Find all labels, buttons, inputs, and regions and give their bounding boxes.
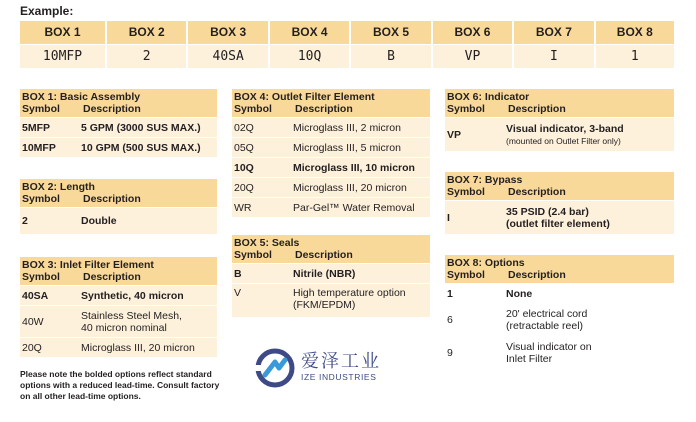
option-desc-line2: (outlet filter element) <box>506 217 610 230</box>
panel-header <box>232 235 430 263</box>
option-symbol: 5MFP <box>22 121 51 134</box>
option-row <box>232 283 430 317</box>
box-header-row <box>20 21 674 44</box>
option-desc-line2: (FKM/EPDM) <box>293 299 356 311</box>
box-value: VP <box>432 44 513 68</box>
option-row <box>445 283 674 303</box>
panel-title: BOX 7: Bypass <box>447 174 523 186</box>
col-symbol: Symbol <box>234 249 272 261</box>
option-symbol: 10MFP <box>22 141 56 154</box>
option-symbol: V <box>234 287 242 299</box>
example-box-table <box>20 21 674 68</box>
box-header: BOX 2 <box>106 21 187 44</box>
box-value: 10Q <box>269 44 350 68</box>
col-description: Description <box>83 193 141 205</box>
panel-title: BOX 6: Indicator <box>447 91 530 103</box>
option-symbol: B <box>234 267 242 280</box>
panel-header <box>20 179 217 207</box>
option-row <box>232 157 430 177</box>
box-value: I <box>513 44 594 68</box>
option-symbol: 20Q <box>234 181 254 194</box>
col-description: Description <box>508 269 566 281</box>
ize-logo <box>255 346 385 396</box>
panel-title: BOX 3: Inlet Filter Element <box>22 259 154 271</box>
option-desc-line2: 40 micron nominal <box>81 321 167 334</box>
option-desc: Microglass III, 20 micron <box>293 181 407 194</box>
option-symbol: 1 <box>447 287 453 300</box>
box-value: 10MFP <box>20 44 106 68</box>
logo-english-name: IZE INDUSTRIES <box>301 372 377 382</box>
option-symbol: 20Q <box>22 341 42 354</box>
box-value: 1 <box>595 44 674 68</box>
panel-title: BOX 2: Length <box>22 181 95 193</box>
option-row <box>20 305 217 337</box>
option-desc <box>506 206 674 230</box>
col-symbol: Symbol <box>22 103 60 115</box>
box1-panel <box>20 89 217 157</box>
option-row <box>20 137 217 157</box>
col-symbol: Symbol <box>447 269 485 281</box>
option-symbol: 05Q <box>234 141 254 154</box>
box-value-row <box>20 44 674 68</box>
option-desc-line1: 20' electrical cord <box>506 308 588 320</box>
col-symbol: Symbol <box>22 271 60 283</box>
box2-panel <box>20 179 217 234</box>
box-header: BOX 4 <box>269 21 350 44</box>
option-desc-line2: Inlet Filter <box>506 353 553 365</box>
option-row <box>20 285 217 305</box>
option-desc: Par-Gel™ Water Removal <box>293 201 415 214</box>
box-value: 2 <box>106 44 187 68</box>
ize-logo-icon <box>255 348 295 388</box>
option-row <box>20 117 217 137</box>
option-desc-line1: High temperature option <box>293 287 406 299</box>
panel-title: BOX 1: Basic Assembly <box>22 91 141 103</box>
option-symbol: 2 <box>22 215 28 227</box>
col-description: Description <box>508 103 566 115</box>
box8-panel <box>445 255 674 369</box>
option-desc: Microglass III, 2 micron <box>293 121 401 134</box>
box-value: 40SA <box>187 44 268 68</box>
option-desc <box>506 341 674 365</box>
option-symbol: 10Q <box>234 161 254 174</box>
box6-panel <box>445 89 674 151</box>
box-header: BOX 3 <box>187 21 268 44</box>
panel-header <box>445 172 674 200</box>
lead-time-note: Please note the bolded options reflect standard options with a reduced lead-time. Consult factory on all other lead-time options. <box>20 369 220 402</box>
option-desc <box>81 310 217 334</box>
option-desc-line2: (mounted on Outlet Filter only) <box>506 135 621 146</box>
col-description: Description <box>83 103 141 115</box>
box-header: BOX 7 <box>513 21 594 44</box>
option-symbol: 40SA <box>22 289 49 302</box>
option-symbol: 9 <box>447 347 453 359</box>
col-description: Description <box>508 186 566 198</box>
option-desc-line1: Stainless Steel Mesh, <box>81 309 182 322</box>
option-symbol: VP <box>447 128 462 141</box>
panel-header <box>445 255 674 283</box>
option-desc: None <box>506 287 533 300</box>
col-symbol: Symbol <box>447 103 485 115</box>
option-row <box>20 337 217 357</box>
panel-title: BOX 5: Seals <box>234 237 300 249</box>
option-row <box>445 303 674 336</box>
box7-panel <box>445 172 674 234</box>
option-row <box>445 336 674 369</box>
option-desc: Microglass III, 5 micron <box>293 141 401 154</box>
box3-panel <box>20 257 217 357</box>
option-desc: Synthetic, 40 micron <box>81 289 184 302</box>
option-symbol: 6 <box>447 314 453 326</box>
option-desc-line1: Visual indicator, 3-band <box>506 122 624 135</box>
option-row <box>20 207 217 234</box>
option-desc: Double <box>81 215 117 227</box>
panel-title: BOX 8: Options <box>447 257 525 269</box>
panel-header <box>20 257 217 285</box>
option-row <box>445 200 674 234</box>
option-symbol: I <box>447 211 450 224</box>
logo-chinese-name: 爱泽工业 <box>301 351 381 372</box>
box-value: B <box>350 44 431 68</box>
option-symbol: WR <box>234 201 252 214</box>
box-header: BOX 6 <box>432 21 513 44</box>
option-symbol: 02Q <box>234 121 254 134</box>
panel-header <box>445 89 674 117</box>
box5-panel <box>232 235 430 317</box>
option-desc-line1: 35 PSID (2.4 bar) <box>506 205 589 218</box>
panel-header <box>232 89 430 117</box>
box-header: BOX 1 <box>20 21 106 44</box>
box-header: BOX 8 <box>595 21 674 44</box>
box4-panel <box>232 89 430 217</box>
option-row <box>445 117 674 151</box>
col-description: Description <box>295 103 353 115</box>
option-row <box>232 117 430 137</box>
col-symbol: Symbol <box>22 193 60 205</box>
option-desc-line1: Visual indicator on <box>506 341 592 353</box>
option-desc <box>506 308 674 332</box>
option-symbol: 40W <box>22 315 44 328</box>
box-header: BOX 5 <box>350 21 431 44</box>
col-description: Description <box>83 271 141 283</box>
example-label: Example: <box>20 4 74 18</box>
option-desc: Microglass III, 10 micron <box>293 161 415 174</box>
col-symbol: Symbol <box>447 186 485 198</box>
option-desc <box>293 287 430 311</box>
option-desc: Microglass III, 20 micron <box>81 341 195 354</box>
col-description: Description <box>295 249 353 261</box>
option-row <box>232 263 430 283</box>
option-desc <box>506 123 674 147</box>
option-row <box>232 197 430 217</box>
option-row <box>232 137 430 157</box>
option-row <box>232 177 430 197</box>
panel-header <box>20 89 217 117</box>
option-desc: 10 GPM (500 SUS MAX.) <box>81 141 201 154</box>
panel-title: BOX 4: Outlet Filter Element <box>234 91 375 103</box>
option-desc: Nitrile (NBR) <box>293 267 356 280</box>
option-desc-line2: (retractable reel) <box>506 320 584 332</box>
col-symbol: Symbol <box>234 103 272 115</box>
option-desc: 5 GPM (3000 SUS MAX.) <box>81 121 201 134</box>
